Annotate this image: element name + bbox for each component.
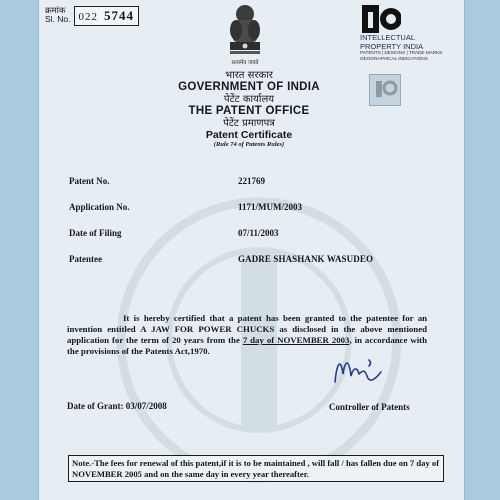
hologram-seal bbox=[369, 74, 401, 106]
serial-number bbox=[45, 6, 139, 26]
certificate-sheet bbox=[38, 0, 465, 500]
logo-name-line1: INTELLECTUAL bbox=[360, 33, 416, 42]
intellectual-property-india-logo-icon bbox=[361, 4, 401, 34]
national-emblem-icon bbox=[224, 2, 266, 68]
serial-box bbox=[74, 6, 140, 26]
field-value: GADRE SHASHANK WASUDEO bbox=[238, 254, 374, 264]
field-value: 07/11/2003 bbox=[238, 228, 279, 238]
logo-name-line2: PROPERTY INDIA bbox=[360, 41, 424, 51]
office-title: THE PATENT OFFICE bbox=[188, 105, 310, 117]
serial-prefix: 022 bbox=[78, 11, 99, 23]
serial-label-hindi: क्रमांक bbox=[45, 5, 66, 15]
office-hindi: पेटेंट कार्यालय bbox=[223, 94, 275, 105]
field-label: Date of Filing bbox=[69, 228, 122, 238]
certification-part1: It is hereby certified that a patent has been granted to the patentee for an invention entitled A JAW FOR POWER CHUCKS as disclosed in the above mentioned application for the term of 20 years from the bbox=[67, 313, 427, 345]
field-label: Patent No. bbox=[69, 176, 110, 186]
controller-title: Controller of Patents bbox=[329, 402, 410, 412]
field-date-of-filing bbox=[69, 228, 449, 254]
certificate-header bbox=[139, 70, 359, 149]
patent-details bbox=[69, 176, 449, 280]
hologram-icon bbox=[370, 75, 400, 105]
certification-part2: , in accordance with the provisions of the Patents Act,1970. bbox=[67, 335, 427, 356]
renewal-note: Note.-The fees for renewal of this patent,if it is to be maintained , will fall / has fallen due on 7 day of NOVEMBER 2005 and on the same day in every year thereafter. bbox=[68, 455, 444, 482]
field-label: Patentee bbox=[69, 254, 102, 264]
rule-reference: (Rule 74 of Patents Rules) bbox=[213, 141, 285, 148]
controller-signature-icon bbox=[329, 352, 389, 392]
field-patent-no bbox=[69, 176, 449, 202]
certificate-title: Patent Certificate bbox=[205, 129, 293, 141]
grant-date-value: 03/07/2008 bbox=[125, 401, 167, 411]
logo-sub-line2: GEOGRAPHICAL INDICATIONS bbox=[360, 57, 428, 62]
government-hindi: भारत सरकार bbox=[225, 70, 273, 81]
grant-date-label: Date of Grant: bbox=[67, 401, 124, 411]
term-start-date: 7 day of NOVEMBER 2003 bbox=[242, 335, 350, 345]
certification-text bbox=[67, 313, 427, 357]
logo-text bbox=[360, 34, 460, 63]
serial-value: 5744 bbox=[104, 8, 135, 23]
serial-label: Sl. No. bbox=[45, 14, 71, 24]
logo-sub-line1: PATENTS | DESIGNS | TRADE MARKS bbox=[360, 51, 443, 56]
field-value: 221769 bbox=[238, 176, 265, 186]
grant-date bbox=[67, 401, 167, 411]
field-value: 1171/MUM/2003 bbox=[238, 202, 302, 212]
emblem-motto: सत्यमेव जयते bbox=[231, 60, 259, 66]
government-title: GOVERNMENT OF INDIA bbox=[178, 81, 320, 93]
field-application-no bbox=[69, 202, 449, 228]
field-patentee bbox=[69, 254, 449, 280]
certificate-hindi: पेटेंट प्रमाणपत्र bbox=[223, 118, 275, 129]
field-label: Application No. bbox=[69, 202, 130, 212]
